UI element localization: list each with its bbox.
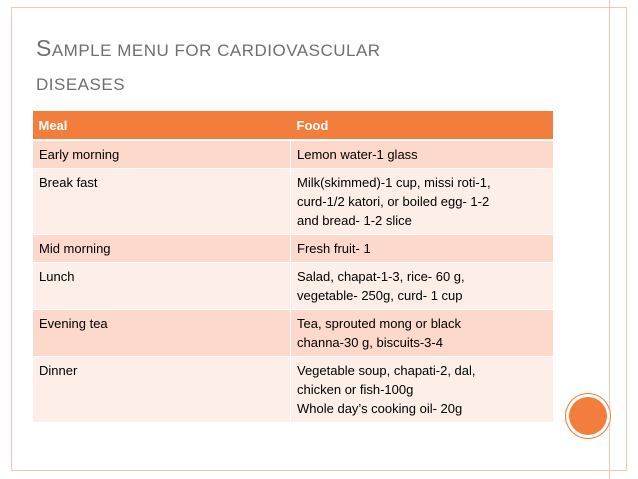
table-row xyxy=(33,169,553,235)
meal-cell: Early morning xyxy=(33,140,291,169)
meal-cell: Dinner xyxy=(33,357,291,423)
food-cell xyxy=(291,310,553,357)
title-line-1: AMPLE MENU FOR CARDIOVASCULAR xyxy=(51,41,381,60)
food-line: channa-30 g, biscuits-3-4 xyxy=(297,335,443,350)
food-line: Fresh fruit- 1 xyxy=(297,241,371,256)
table-row xyxy=(33,140,553,169)
food-cell xyxy=(291,235,553,263)
food-line: curd-1/2 katori, or boiled egg- 1-2 xyxy=(297,194,490,209)
food-cell xyxy=(291,357,553,423)
slide-title xyxy=(36,31,556,102)
table-row xyxy=(33,310,553,357)
food-line: and bread- 1-2 slice xyxy=(297,213,412,228)
menu-table xyxy=(32,111,553,422)
food-cell xyxy=(291,263,553,310)
meal-cell: Mid morning xyxy=(33,235,291,263)
table-row xyxy=(33,235,553,263)
title-first-letter: S xyxy=(36,35,52,61)
meal-cell: Lunch xyxy=(33,263,291,310)
food-line: chicken or fish-100g xyxy=(297,382,414,397)
food-line: Vegetable soup, chapati-2, dal, xyxy=(297,363,476,378)
slide-divider-line xyxy=(609,0,610,479)
food-line: Milk(skimmed)-1 cup, missi roti-1, xyxy=(297,175,491,190)
header-food: Food xyxy=(291,111,553,140)
food-line: Tea, sprouted mong or black xyxy=(297,316,462,331)
food-line: Lemon water-1 glass xyxy=(297,147,418,162)
food-line: vegetable- 250g, curd- 1 cup xyxy=(297,288,463,303)
title-line-2: DISEASES xyxy=(36,75,126,94)
header-meal: Meal xyxy=(33,111,291,140)
meal-cell: Evening tea xyxy=(33,310,291,357)
table-header-row xyxy=(33,111,553,140)
food-line: Whole day’s cooking oil- 20g xyxy=(297,401,463,416)
food-line: Salad, chapat-1-3, rice- 60 g, xyxy=(297,269,465,284)
meal-cell: Break fast xyxy=(33,169,291,235)
table-row xyxy=(33,357,553,423)
decorative-circle-icon xyxy=(569,397,607,435)
food-cell xyxy=(291,140,553,169)
table-row xyxy=(33,263,553,310)
food-cell xyxy=(291,169,553,235)
